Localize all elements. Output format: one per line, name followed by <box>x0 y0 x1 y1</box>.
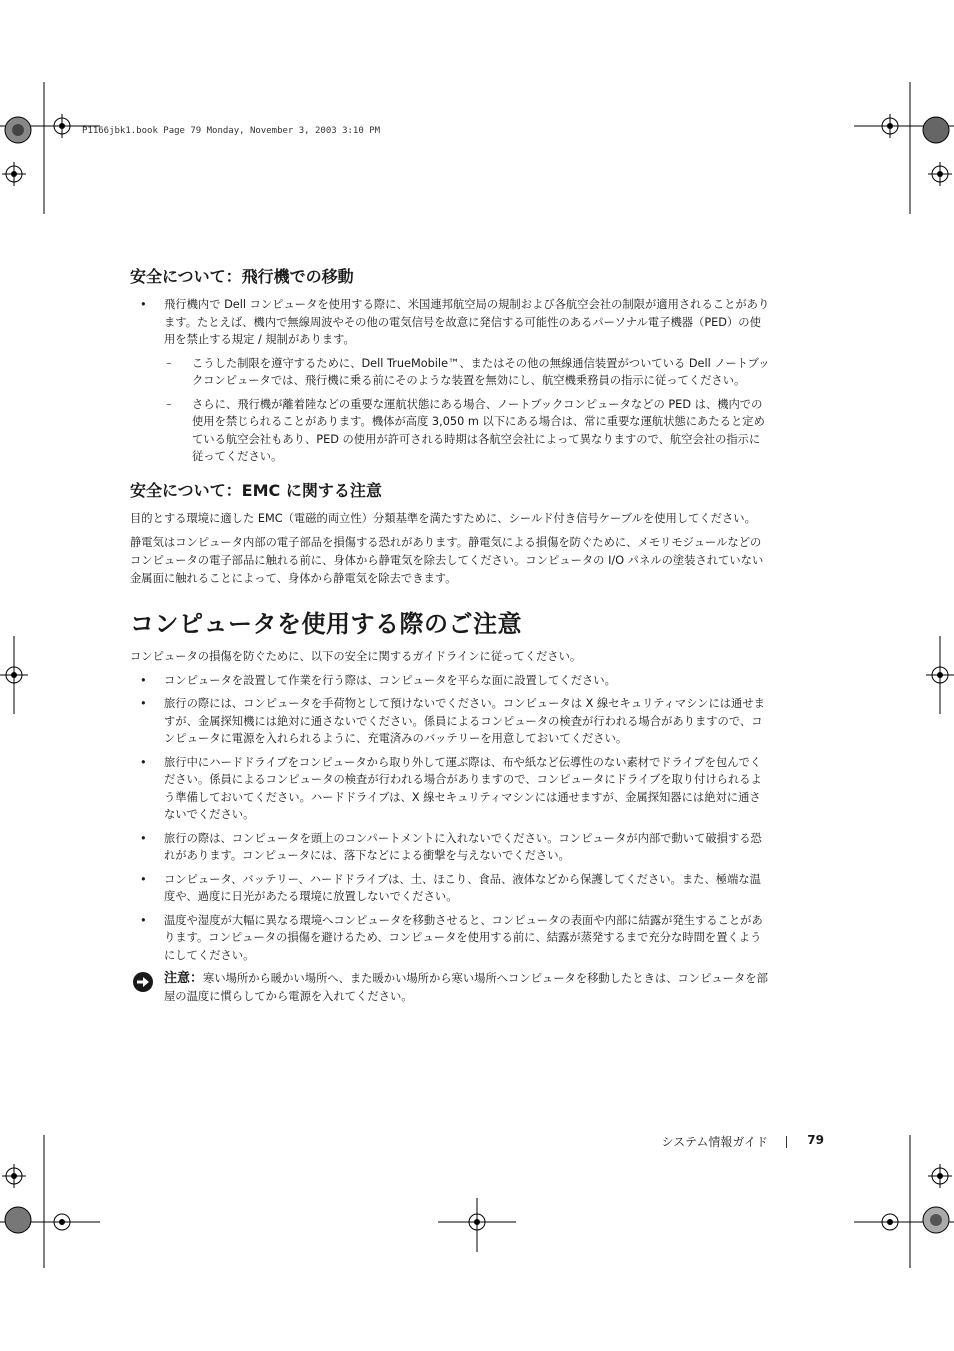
print-header: P1166jbk1.book Page 79 Monday, November 3, 2003 3:10 PM <box>82 126 381 136</box>
section-heading-flight: 安全について：飛行機での移動 <box>130 267 354 286</box>
usage-intro: コンピュータの損傷を防ぐために、以下の安全に関するガイドラインに従ってください。 <box>130 649 582 663</box>
list-item <box>130 912 770 965</box>
list-item <box>130 871 770 906</box>
bullet-icon: • <box>140 673 147 687</box>
color-registration-circle-icon <box>923 117 949 143</box>
registration-mark-icon <box>928 1164 952 1188</box>
page-content <box>130 266 770 1005</box>
usage-bullet-text: 旅行中にハードドライブをコンピュータから取り外して運ぶ際は、布や紙など伝導性のない素材でドライブを包んでください。係員によるコンピュータの検査が行われる場合がありますので、コンピュータにドライブを取り付けられるよう準備しておいてください。ハードドライブは、X 線セキュリティマシンには通せますが、金属探知器には絶対に通さないでください。 <box>164 755 762 821</box>
registration-mark-icon <box>50 114 74 138</box>
color-registration-circle-icon <box>923 1207 949 1233</box>
registration-mark-icon <box>2 162 26 186</box>
color-registration-circle-icon <box>5 1207 31 1233</box>
page-number: 79 <box>807 1133 824 1147</box>
list-item <box>130 296 770 466</box>
list-item <box>164 355 770 390</box>
registration-mark-icon <box>878 114 902 138</box>
notice-box <box>130 970 770 1005</box>
flight-bullet-list <box>130 296 770 466</box>
dash-icon: – <box>166 397 172 411</box>
bullet-icon: • <box>140 697 147 710</box>
registration-mark-icon <box>928 162 952 186</box>
bullet-icon: • <box>140 872 147 886</box>
registration-mark-icon <box>2 1164 26 1188</box>
flight-sublist <box>164 355 770 466</box>
flight-bullet-text: 飛行機内で Dell コンピュータを使用する際に、米国連邦航空局の規制および各航空会社の制限が適用されることがあります。たとえば、機内で無線周波やその他の電気信号を故意に発信する可能性のあるパーソナル電子機器（PED）の使用を禁止する規定 / 規制があります。 <box>164 298 770 346</box>
emc-paragraph: 静電気はコンピュータ内部の電子部品を損傷する恐れがあります。静電気による損傷を防ぐために、メモリモジュールなどのコンピュータの電子部品に触れる前に、身体から静電気を除去してください。コンピュータの I/O パネルの塗装されていない金属面に触れることによって、身体から静電気を除去できます。 <box>130 535 764 585</box>
flight-subitem-text: さらに、飛行機が離着陸などの重要な運航状態にある場合、ノートブックコンピュータなどの PED は、機内での使用を禁じられることがあります。機体が高度 3,050 m 以下にある場合は、常に重要な運航状態にあたると定めている航空会社もあり、PED の使用が許可される時期は各航空会社によって異なりますので、航空会社の指示に従ってください。 <box>192 397 765 463</box>
section-heading-usage: コンピュータを使用する際のご注意 <box>130 609 522 638</box>
list-item <box>130 754 770 824</box>
list-item <box>130 830 770 865</box>
usage-bullet-text: コンピュータを設置して作業を行う際は、コンピュータを平らな面に設置してください。 <box>164 673 616 687</box>
list-item <box>130 672 770 690</box>
bullet-icon: • <box>140 755 147 769</box>
emc-paragraph: 目的とする環境に適した EMC（電磁的両立性）分類基準を満たすために、シールド付き信号ケーブルを使用してください。 <box>130 511 756 525</box>
page-footer <box>600 1133 824 1153</box>
dash-icon: – <box>166 356 172 370</box>
footer-divider <box>786 1136 787 1148</box>
list-item <box>164 396 770 466</box>
color-registration-circle-icon <box>5 117 31 143</box>
section-heading-emc: 安全について：EMC に関する注意 <box>130 480 382 500</box>
bullet-icon: • <box>140 298 147 311</box>
flight-subitem-text: こうした制限を遵守するために、Dell TrueMobile™、またはその他の無線通信装置がついている Dell ノートブックコンピュータでは、飛行機に乗る前にそのような装置を無効にし、航空機乗務員の指示に従ってください。 <box>192 356 770 387</box>
usage-bullet-text: コンピュータ、バッテリー、ハードドライブは、土、ほこり、食品、液体などから保護してください。また、極端な温度や、過度に日光があたる環境に放置しないでください。 <box>164 872 761 903</box>
notice-arrow-icon <box>132 971 154 993</box>
usage-bullet-list <box>130 672 770 965</box>
bullet-icon: • <box>140 913 147 927</box>
footer-title: システム情報ガイド <box>661 1135 768 1149</box>
list-item <box>130 695 770 748</box>
notice-text: 寒い場所から暖かい場所へ、また暖かい場所から寒い場所へコンピュータを移動したときは、コンピュータを部屋の温度に慣らしてから電源を入れてください。 <box>164 972 768 1003</box>
usage-bullet-text: 旅行の際には、コンピュータを手荷物として預けないでください。コンピュータは X 線セキュリティマシンには通せますが、金属探知機には絶対に通さないでください。係員によるコンピュータの検査が行われる場合がありますので、コンピュータに電源を入れられるように、充電済みのバッテリーを用意しておいてください。 <box>164 697 765 745</box>
usage-bullet-text: 温度や湿度が大幅に異なる環境へコンピュータを移動させると、コンピュータの表面や内部に結露が発生することがあります。コンピュータの損傷を避けるため、コンピュータを使用する前に、結露が蒸発するまで充分な時間を置くようにしてください。 <box>164 913 763 962</box>
usage-bullet-text: 旅行の際は、コンピュータを頭上のコンパートメントに入れないでください。コンピュータが内部で動いて破損する恐れがあります。コンピュータには、落下などによる衝撃を与えないでください。 <box>164 831 762 862</box>
bullet-icon: • <box>140 831 147 845</box>
notice-label: 注意： <box>164 971 204 986</box>
